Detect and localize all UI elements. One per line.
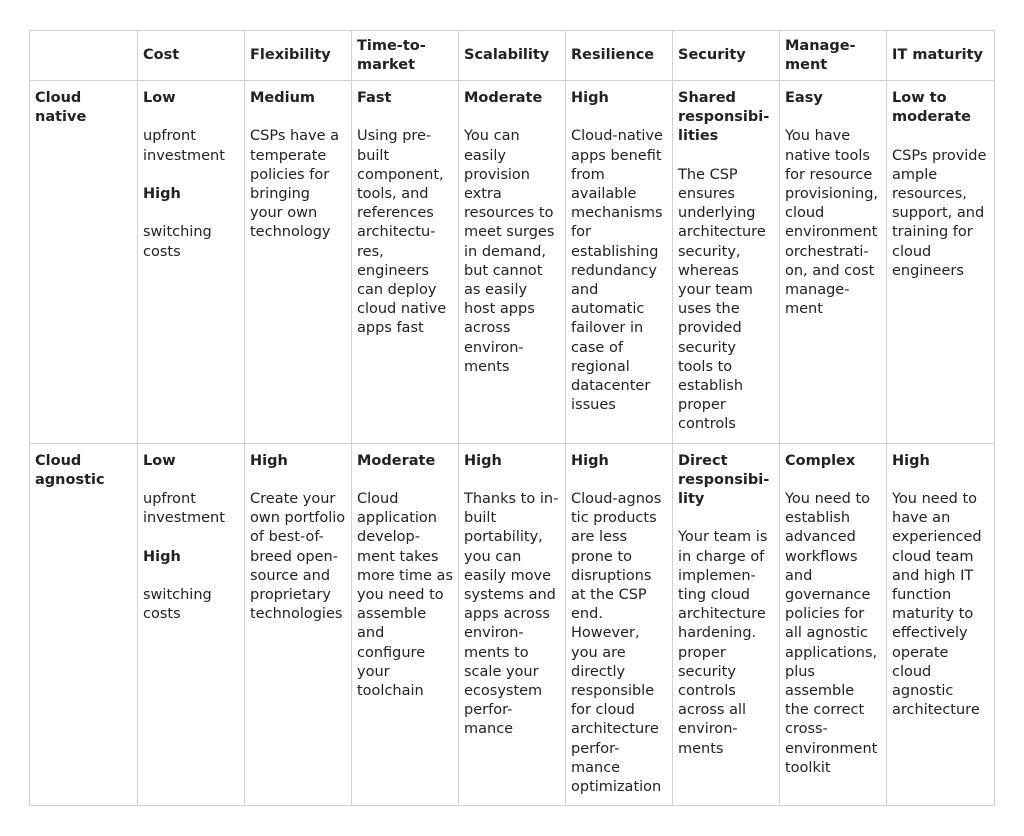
header-row <box>30 31 995 81</box>
cell-text: You need to have an experienced cloud team and high IT function maturity to effectively operate cloud agnostic architecture <box>892 491 982 719</box>
cell-scalability <box>459 81 566 444</box>
cell-flexibility <box>245 81 352 444</box>
cell-text: Create your own portfolio of best-of-breed open-source and proprietary technologies <box>250 491 346 623</box>
cell-text: Your team is in charge of implemen-ting cloud architecture hardening. proper security controls across all environ-ments <box>678 529 768 757</box>
cell-text: Using pre-built component, tools, and references architectu-res, engineers can deploy cloud native apps fast <box>357 128 447 337</box>
cell-heading: High <box>143 548 181 565</box>
cell-flexibility <box>245 443 352 806</box>
cell-text: CSPs provide ample resources, support, and training for cloud engineers <box>892 147 987 279</box>
cell-text: upfront investment <box>143 128 225 164</box>
cell-text: Cloud application develop-ment takes more time as you need to assemble and configure your toolchain <box>357 491 453 700</box>
cell-text: upfront investment <box>143 491 225 527</box>
cell-heading: Easy <box>785 90 823 106</box>
header-management: Manage-ment <box>780 31 887 81</box>
cell-heading: Shared responsibi-lities <box>678 90 770 145</box>
cell-text: You need to establish advanced workflows and governance policies for all agnostic applications, plus assemble the correct cross-environment toolkit <box>785 491 878 776</box>
cell-heading: High <box>250 452 288 469</box>
cell-text: Thanks to in-built portability, you can easily move systems and apps across environ-ments to scale your ecosystem perfor-mance <box>464 491 559 738</box>
cell-text: switching costs <box>143 587 212 623</box>
row-label: Cloud agnostic <box>30 443 138 806</box>
cell-text: CSPs have a temperate policies for bringing your own technology <box>250 128 340 241</box>
row-label: Cloud native <box>30 81 138 444</box>
cell-time-to-market <box>352 81 459 444</box>
cell-management <box>780 81 887 444</box>
cell-text: The CSP ensures underlying architecture security, whereas your team uses the provided security tools to establish proper controls <box>678 166 766 433</box>
header-it-maturity: IT maturity <box>887 31 995 81</box>
cell-scalability <box>459 443 566 806</box>
cell-resilience <box>566 81 673 444</box>
cell-cost <box>138 443 245 806</box>
cell-it-maturity <box>887 443 995 806</box>
cell-text: Cloud-native apps benefit from available mechanisms for establishing redundancy and automatic failover in case of regional datacenter issues <box>571 128 663 414</box>
cell-heading: Low <box>143 452 176 469</box>
cell-heading: High <box>464 452 502 469</box>
cell-heading: Moderate <box>464 90 543 106</box>
cell-it-maturity <box>887 81 995 444</box>
cell-management <box>780 443 887 806</box>
cell-heading: Medium <box>250 90 316 106</box>
cell-time-to-market <box>352 443 459 806</box>
table-row <box>30 81 995 444</box>
header-security: Security <box>673 31 780 81</box>
header-resilience: Resilience <box>566 31 673 81</box>
header-time-to-market: Time-to-market <box>352 31 459 81</box>
cell-heading: Low <box>143 90 176 106</box>
cell-text: switching costs <box>143 224 212 260</box>
cell-cost <box>138 81 245 444</box>
cell-heading: Direct responsibi-lity <box>678 452 770 508</box>
cell-heading: Low to moderate <box>892 90 971 126</box>
cell-heading: High <box>143 185 181 202</box>
header-scalability: Scalability <box>459 31 566 81</box>
cell-heading: High <box>892 452 930 469</box>
cell-text: You can easily provision extra resources to meet surges in demand, but cannot as easily host apps across environ-ments <box>464 128 555 375</box>
cell-security <box>673 81 780 444</box>
cell-heading: Moderate <box>357 452 436 469</box>
header-corner <box>30 31 138 81</box>
header-cost: Cost <box>138 31 245 81</box>
cell-heading: High <box>571 452 609 469</box>
cell-text: You have native tools for resource provisioning, cloud environment orchestrati-on, and cost manage-ment <box>785 128 879 318</box>
cell-resilience <box>566 443 673 806</box>
comparison-table <box>29 30 995 806</box>
cell-heading: High <box>571 90 609 106</box>
cell-heading: Complex <box>785 452 856 469</box>
cell-heading: Fast <box>357 90 392 106</box>
cell-text: Cloud-agnos tic products are less prone to disruptions at the CSP end. However, you are directly responsible for cloud architecture perfor-mance optimization <box>571 491 662 796</box>
header-flexibility: Flexibility <box>245 31 352 81</box>
table-row <box>30 443 995 806</box>
cell-security <box>673 443 780 806</box>
